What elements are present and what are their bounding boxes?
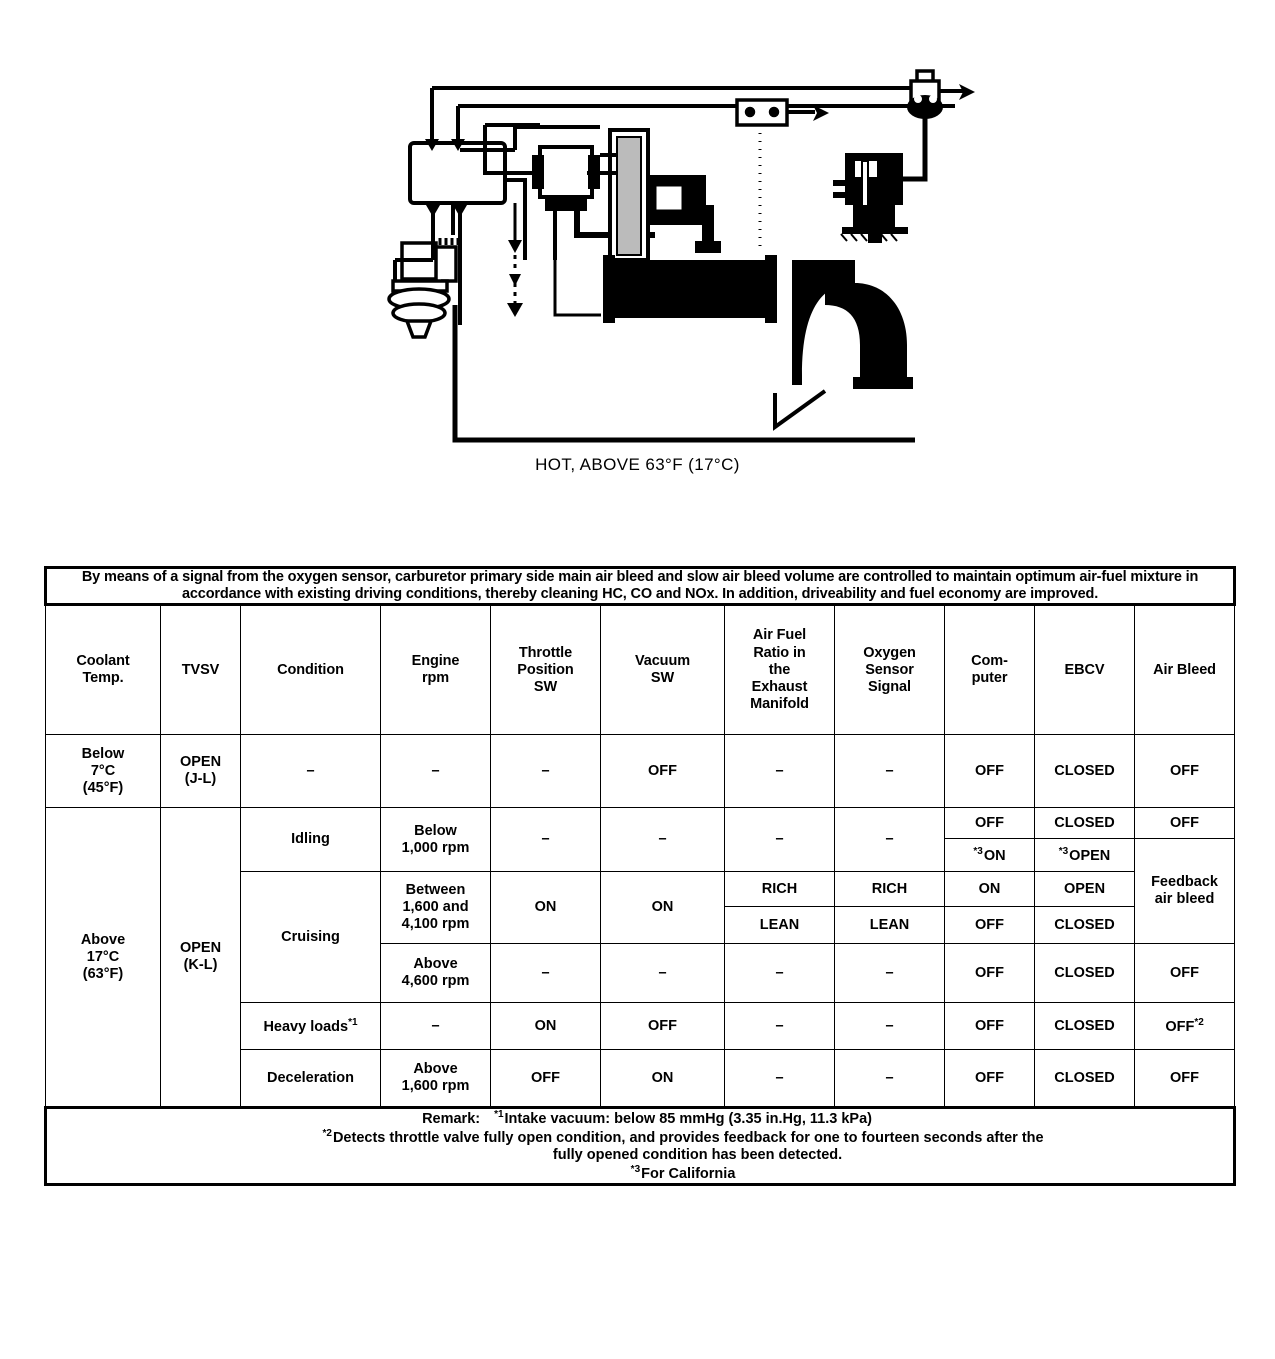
remark-line-2 (47, 1128, 1233, 1147)
remark-text: For California (641, 1166, 736, 1183)
rpm-line: 4,600 rpm (401, 973, 470, 990)
cell-throttle-sw-cold: – (491, 735, 601, 808)
value-text: OPEN (1069, 847, 1111, 864)
footnote-marker: *3 (973, 845, 983, 857)
cell-air-fuel-cruising-rich: RICH (725, 872, 835, 907)
specification-table-container (44, 566, 1233, 1186)
header-line: Vacuum (634, 653, 690, 670)
header-line: SW (650, 670, 675, 687)
header-air-fuel-ratio (725, 605, 835, 735)
remark-label: Remark: (422, 1111, 481, 1128)
cell-throttle-sw-cruising-mid: ON (491, 872, 601, 944)
value-text: OFF (1165, 1018, 1195, 1035)
diagram-figure (0, 0, 1275, 500)
cell-o2-signal-cruising-high: – (835, 944, 945, 1003)
header-ebcv (1035, 605, 1135, 735)
header-line: Signal (868, 678, 911, 695)
cell-condition-cold: – (241, 735, 381, 808)
cell-vacuum-sw-heavy-loads: OFF (601, 1003, 725, 1050)
header-line: Ratio in (753, 644, 806, 661)
cell-vacuum-sw-idling: – (601, 808, 725, 872)
header-line: Position (517, 661, 574, 678)
header-condition (241, 605, 381, 735)
cell-ebcv-deceleration: CLOSED (1035, 1050, 1135, 1108)
system-description-text: By means of a signal from the oxygen sensor, carburetor primary side main air bleed and slow air bleed volume are controlled to maintain optimum air-fuel mixture in accordance with existing driving conditions, thereby cleaning HC, CO and NOx. In addition, driveability and fuel economy are improved. (46, 568, 1235, 605)
tvsv-line: OPEN (179, 940, 222, 957)
header-engine-rpm (381, 605, 491, 735)
tvsv-valve (833, 117, 925, 243)
temp-line: Above (80, 931, 126, 948)
cell-condition-idling: Idling (241, 808, 381, 872)
remark-line-1 (47, 1109, 1233, 1128)
cell-air-bleed-cruising-feedback (1135, 839, 1235, 944)
header-oxygen-sensor-signal (835, 605, 945, 735)
water-temperature-sensor (389, 238, 458, 337)
header-line: Air Bleed (1153, 661, 1216, 678)
cell-air-fuel-cold: – (725, 735, 835, 808)
header-line: Air Fuel (752, 627, 807, 644)
temp-line: (45°F) (82, 779, 124, 796)
carburetor-feedback-system-diagram (355, 55, 975, 455)
rpm-line: 1,600 rpm (401, 1078, 470, 1095)
air-bleed-line: air bleed (1154, 891, 1215, 908)
header-line: EBCV (1064, 661, 1105, 678)
cell-air-bleed-idling: OFF (1135, 808, 1235, 839)
value-text: ON (983, 847, 1006, 864)
cell-tvsv-cold (161, 735, 241, 808)
air-bleed-line: Feedback (1151, 874, 1218, 891)
cell-computer-heavy-loads: OFF (945, 1003, 1035, 1050)
cell-computer-deceleration: OFF (945, 1050, 1035, 1108)
footnote-marker: *3 (630, 1164, 641, 1176)
header-coolant-temp (46, 605, 161, 735)
cell-air-fuel-cruising-high: – (725, 944, 835, 1003)
cell-o2-signal-cruising-lean: LEAN (835, 907, 945, 944)
cell-vacuum-sw-cruising-mid: ON (601, 872, 725, 944)
header-line: Oxygen (863, 644, 916, 661)
intake-manifold (603, 255, 777, 323)
temp-line: Below (81, 745, 125, 762)
tvsv-line: (K-L) (183, 957, 218, 974)
cell-o2-signal-cold: – (835, 735, 945, 808)
tvsv-line: (J-L) (184, 771, 217, 788)
cell-condition-deceleration: Deceleration (241, 1050, 381, 1108)
tvsv-line: OPEN (179, 754, 222, 771)
cell-engine-rpm-idling (381, 808, 491, 872)
header-line: SW (533, 678, 558, 695)
footnote-marker: *2 (322, 1128, 332, 1140)
header-line: Exhaust (751, 678, 808, 695)
cell-air-bleed-deceleration: OFF (1135, 1050, 1235, 1108)
header-air-bleed (1135, 605, 1235, 735)
cell-ebcv-cold: CLOSED (1035, 735, 1135, 808)
remark-line-2-cont: fully opened condition has been detected. (552, 1147, 843, 1164)
remark-line-3 (47, 1164, 1233, 1183)
cell-air-bleed-cruising-high: OFF (1135, 944, 1235, 1003)
description-row (46, 568, 1235, 605)
cell-o2-signal-cruising-rich: RICH (835, 872, 945, 907)
rpm-line: Above (413, 956, 458, 973)
remark-text: Detects throttle valve fully open condition, and provides feedback for one to fourteen seconds after the (332, 1129, 1044, 1146)
header-tvsv (161, 605, 241, 735)
header-line: Temp. (82, 670, 124, 687)
cell-o2-signal-idling: – (835, 808, 945, 872)
cell-condition-cruising: Cruising (241, 872, 381, 1003)
cell-computer-cold: OFF (945, 735, 1035, 808)
temp-line: 7°C (90, 762, 116, 779)
cell-air-fuel-heavy-loads: – (725, 1003, 835, 1050)
rpm-line: 1,000 rpm (401, 839, 470, 856)
header-computer (945, 605, 1035, 735)
temp-line: (63°F) (82, 965, 124, 982)
rpm-line: Below (414, 822, 457, 839)
cell-ebcv-cruising-lean: CLOSED (1035, 907, 1135, 944)
exhaust-connector-line (775, 391, 825, 427)
header-vacuum-sw (601, 605, 725, 735)
cell-air-bleed-cold: OFF (1135, 735, 1235, 808)
table-row-idling-a (46, 808, 1235, 839)
header-line: Throttle (518, 644, 573, 661)
cell-computer-cruising-rich: ON (945, 872, 1035, 907)
cell-air-fuel-deceleration: – (725, 1050, 835, 1108)
cell-ebcv-idling-a: CLOSED (1035, 808, 1135, 839)
footnote-marker: *3 (1058, 845, 1069, 857)
cell-ebcv-heavy-loads: CLOSED (1035, 1003, 1135, 1050)
feedback-control-specification-table (44, 566, 1236, 1186)
cell-air-bleed-heavy-loads (1135, 1003, 1235, 1050)
cell-o2-signal-deceleration: – (835, 1050, 945, 1108)
cell-tvsv-hot (161, 808, 241, 1108)
remark-text: Intake vacuum: below 85 mmHg (3.35 in.Hg, 11.3 kPa) (504, 1111, 872, 1128)
cell-engine-rpm-cold: – (381, 735, 491, 808)
header-line: TVSV (181, 661, 220, 678)
cell-ebcv-idling-b (1035, 839, 1135, 872)
cell-engine-rpm-deceleration (381, 1050, 491, 1108)
value-text: Heavy loads (263, 1018, 349, 1035)
carburetor-body (587, 130, 706, 260)
cell-ebcv-cruising-high: CLOSED (1035, 944, 1135, 1003)
cell-engine-rpm-cruising-high (381, 944, 491, 1003)
cell-computer-idling-b (945, 839, 1035, 872)
footnote-marker: *2 (1194, 1016, 1204, 1028)
header-throttle-position-sw (491, 605, 601, 735)
footnote-marker: *1 (348, 1016, 358, 1028)
cell-vacuum-sw-cold: OFF (601, 735, 725, 808)
rpm-line: 4,100 rpm (401, 916, 470, 933)
header-line: Condition (277, 661, 344, 678)
cell-computer-cruising-high: OFF (945, 944, 1035, 1003)
footnote-marker: *1 (494, 1109, 504, 1121)
cell-vacuum-sw-deceleration: ON (601, 1050, 725, 1108)
cell-throttle-sw-heavy-loads: ON (491, 1003, 601, 1050)
cell-throttle-sw-idling: – (491, 808, 601, 872)
cell-engine-rpm-heavy-loads: – (381, 1003, 491, 1050)
header-line: rpm (421, 670, 450, 687)
table-row-cold (46, 735, 1235, 808)
cell-air-fuel-idling: – (725, 808, 835, 872)
remark-row (46, 1108, 1235, 1185)
cell-coolant-temp-hot (46, 808, 161, 1108)
cell-throttle-sw-deceleration: OFF (491, 1050, 601, 1108)
cell-condition-heavy-loads (241, 1003, 381, 1050)
cell-air-fuel-cruising-lean: LEAN (725, 907, 835, 944)
header-line: the (768, 661, 791, 678)
vacuum-switch (737, 100, 815, 125)
cell-coolant-temp-cold (46, 735, 161, 808)
rpm-line: 1,600 and (402, 899, 469, 916)
header-line: Coolant (76, 653, 130, 670)
temp-line: 17°C (86, 948, 120, 965)
cell-engine-rpm-cruising-mid (381, 872, 491, 944)
cell-o2-signal-heavy-loads: – (835, 1003, 945, 1050)
table-header-row (46, 605, 1235, 735)
header-line: Manifold (750, 695, 809, 712)
header-line: Engine (411, 653, 460, 670)
cell-computer-cruising-lean: OFF (945, 907, 1035, 944)
cell-ebcv-cruising-rich: OPEN (1035, 872, 1135, 907)
header-line: puter (971, 670, 1008, 687)
remark-block (46, 1108, 1235, 1185)
rpm-line: Between (405, 882, 466, 899)
header-line: Sensor (865, 661, 914, 678)
exhaust-pipe (792, 260, 913, 389)
header-line: Com- (971, 653, 1008, 670)
cell-vacuum-sw-cruising-high: – (601, 944, 725, 1003)
cell-throttle-sw-cruising-high: – (491, 944, 601, 1003)
air-bleed-valve (907, 71, 963, 119)
cell-computer-idling-a: OFF (945, 808, 1035, 839)
diagram-caption: HOT, ABOVE 63°F (17°C) (535, 455, 740, 474)
rpm-line: Above (413, 1061, 458, 1078)
